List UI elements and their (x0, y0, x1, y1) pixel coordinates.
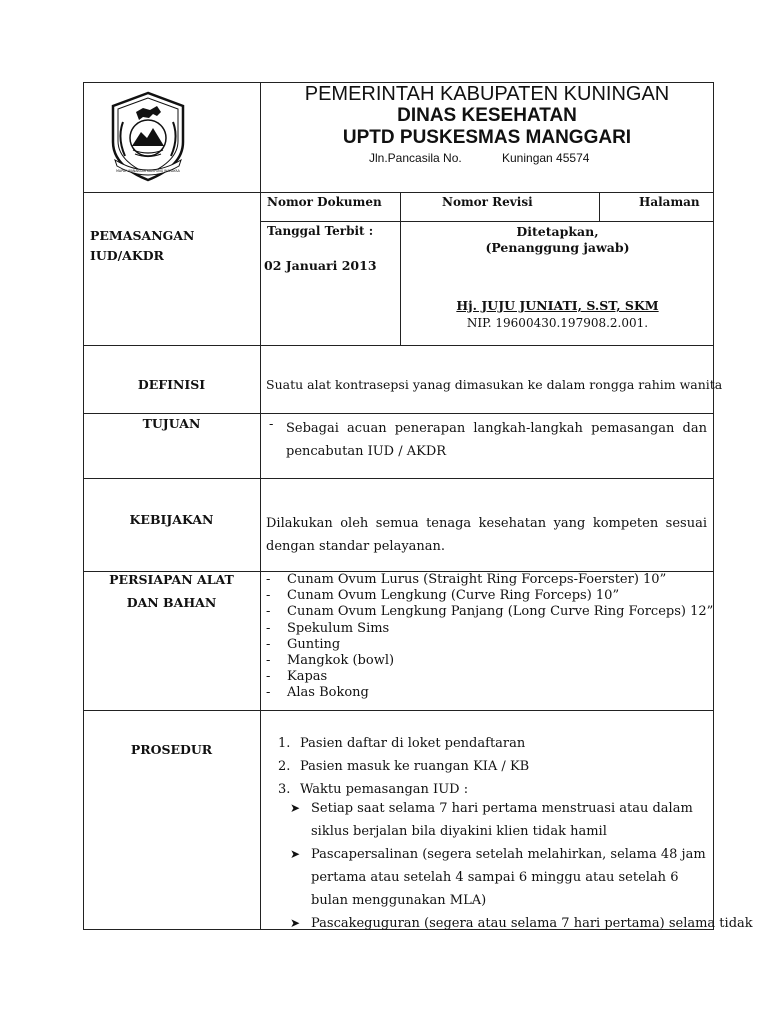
list-item: - Gunting (266, 636, 341, 652)
arrow-bullet-icon: ➤ (290, 801, 301, 815)
signer-nip: NIP. 19600430.197908.2.001. (466, 316, 649, 330)
tujuan-label: TUJUAN (142, 416, 201, 431)
kuningan-regency-emblem (103, 90, 193, 184)
svg-text:MAPAY WANAKIDIR KAMPUNG WANAYA: MAPAY WANAKIDIR KAMPUNG WANAYAA (116, 169, 180, 173)
row-divider (83, 413, 714, 414)
list-item: - Cunam Ovum Lurus (Straight Ring Forceps-Foerster) 10” (266, 572, 667, 587)
definisi-label: DEFINISI (137, 377, 206, 392)
column-divider (599, 192, 600, 221)
header-government: PEMERINTAH KABUPATEN KUNINGAN (304, 83, 670, 105)
tujuan-dash: - (269, 417, 274, 432)
nomor-dokumen-label: Nomor Dokumen (267, 195, 382, 209)
persiapan-label-line2: DAN BAHAN (126, 595, 217, 610)
list-item: - Alas Bokong (266, 685, 369, 701)
persiapan-list (266, 572, 713, 702)
tujuan-text: Sebagai acuan penerapan langkah-langkah pemasangan dan pencabutan IUD / AKDR (286, 421, 707, 459)
row-divider (260, 221, 714, 222)
prosedur-sub-item: ➤ Pascapersalinan (segera setelah melahirkan, selama 48 jam pertama atau setelah 4 sampai 6 minggu atau setelah 6 bulan menggunakan MLA) (311, 843, 707, 912)
row-divider (83, 710, 714, 711)
row-divider (83, 478, 714, 479)
list-item: 3. Waktu pemasangan IUD : (278, 782, 469, 797)
row-divider (83, 345, 714, 346)
ditetapkan-label: Ditetapkan, (516, 224, 599, 239)
definisi-text: Suatu alat kontrasepsi yanag dimasukan ke dalam rongga rahim wanita (266, 377, 723, 392)
kebijakan-label: KEBIJAKAN (129, 512, 214, 527)
document-title-line2: IUD/AKDR (90, 248, 164, 263)
arrow-bullet-icon: ➤ (290, 916, 301, 930)
arrow-bullet-icon: ➤ (290, 847, 301, 861)
tanggal-terbit-value: 02 Januari 2013 (264, 258, 377, 273)
document-title-line1: PEMASANGAN (90, 228, 195, 243)
list-item: - Kapas (266, 669, 328, 685)
penanggung-jawab-label: (Penanggung jawab) (485, 240, 630, 255)
list-item: - Cunam Ovum Lengkung (Curve Ring Forceps) 10” (266, 588, 620, 604)
list-item: 1. Pasien daftar di loket pendaftaran (278, 736, 526, 751)
list-item: - Mangkok (bowl) (266, 653, 395, 669)
persiapan-label-line1: PERSIAPAN ALAT (109, 572, 234, 587)
nomor-revisi-label: Nomor Revisi (442, 195, 533, 209)
halaman-label: Halaman (639, 195, 700, 209)
list-item: 2. Pasien masuk ke ruangan KIA / KB (278, 759, 530, 774)
signer-name: Hj. JUJU JUNIATI, S.ST, SKM (456, 298, 659, 313)
header-address: Jln.Pancasila No. (369, 151, 462, 165)
prosedur-steps (278, 732, 529, 801)
list-item: - Cunam Ovum Lengkung Panjang (Long Curve Ring Forceps) 12” (266, 604, 714, 620)
prosedur-sub-item: ➤ Setiap saat selama 7 hari pertama menstruasi atau dalam siklus berjalan bila diyakini klien tidak hamil (311, 797, 707, 843)
prosedur-label: PROSEDUR (130, 742, 213, 757)
prosedur-sub-item: ➤ Pascakeguguran (segera atau selama 7 hari pertama) selama tidak (311, 912, 721, 935)
header-dinas: DINAS KESEHATAN (397, 105, 577, 126)
row-divider (83, 192, 714, 193)
column-divider (260, 82, 261, 930)
list-item: - Spekulum Sims (266, 620, 390, 636)
header-puskesmas: UPTD PUSKESMAS MANGGARI (342, 127, 632, 148)
tanggal-terbit-label: Tanggal Terbit : (267, 224, 374, 238)
kebijakan-text: Dilakukan oleh semua tenaga kesehatan yang kompeten sesuai dengan standar pelayanan. (266, 516, 707, 554)
header-city: Kuningan 45574 (502, 151, 590, 165)
